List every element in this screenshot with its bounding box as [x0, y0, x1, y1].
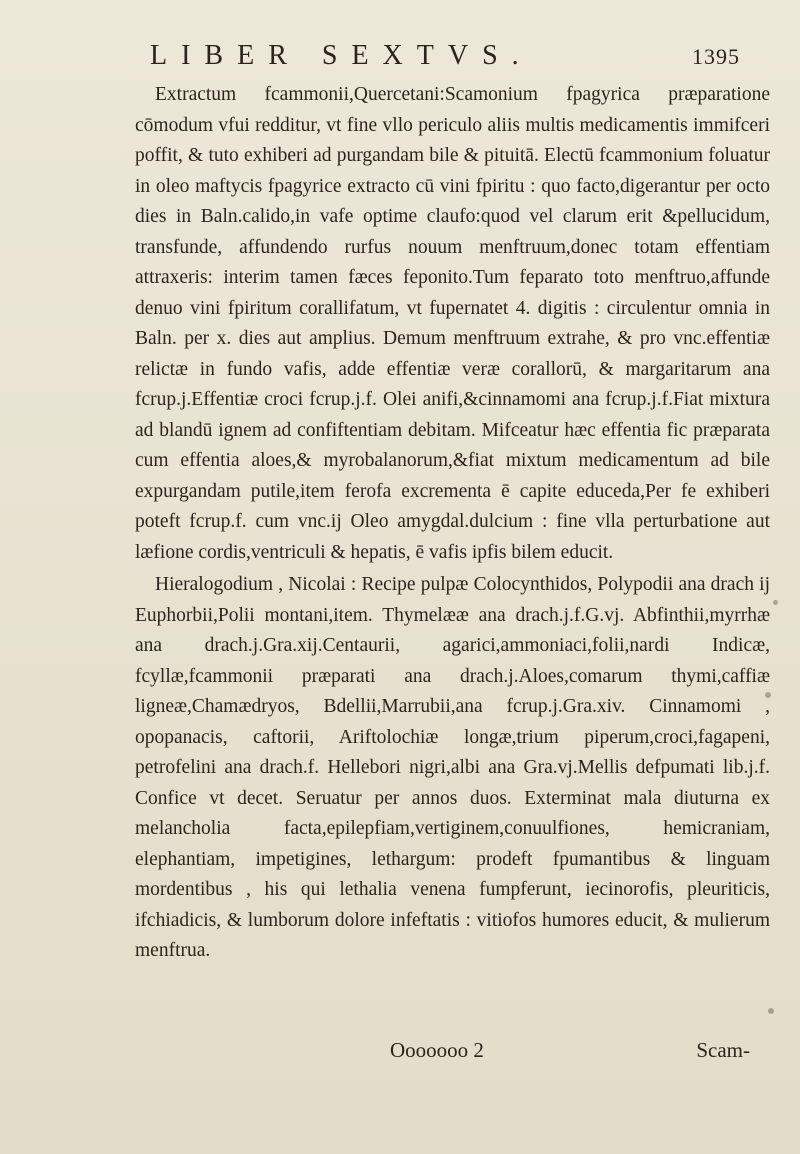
ink-spot	[773, 600, 778, 605]
signature-mark: Ooooooo 2	[390, 1038, 484, 1062]
ink-spot	[765, 692, 771, 698]
body-text	[135, 80, 770, 967]
catchword: Scam-	[696, 1038, 750, 1062]
page-number: 1395	[692, 44, 740, 69]
paragraph-hieralogodium: Hieralogodium , Nicolai : Recipe pulpæ Colocynthidos, Polypodii ana drach ij Euphorbii,Polii montani,item. Thymelææ ana drach.j.f.G.vj. Abfinthii,myrrhæ ana drach.j.Gra.xij.Centaurii, agarici,ammoniaci,folii,nardi Indicæ, fcyllæ,fcammonii præparati ana drach.j.Aloes,comarum thymi,caffiæ ligneæ,Chamædryos, Bdellii,Marrubii,ana fcrup.j.Gra.xiv. Cinnamomi , opopanacis, caftorii, Ariftolochiæ longæ,trium piperum,croci,fagapeni, petrofelini ana drach.f. Hellebori nigri,albi ana Gra.vj.Mellis defpumati lib.j.f. Confice vt decet. Seruatur per annos duos. Exterminat mala diuturna ex melancholia facta,epilepfiam,vertiginem,conuulfiones, hemicraniam, elephantiam, impetigines, lethargum: prodeft fpumantibus & linguam mordentibus , his qui lethalia venena fumpferunt, iecinorofis, pleuriticis, ifchiadicis, & lumborum dolore infeftatis : vitiofos humores educit, & mulierum menftrua.	[135, 574, 770, 961]
catchline	[390, 1038, 750, 1063]
ink-spot	[768, 1008, 774, 1014]
paragraph-extractum: Extractum fcammonii,Quercetani:Scamonium fpagyrica præparatione cōmodum vfui redditur, vt fine vllo periculo aliis multis medicamentis immifceri poffit, & tuto exhiberi ad purgandam bile & pituitā. Electū fcammonium foluatur in oleo maftycis fpagyrice extracto cū vini fpiritu : quo facto,digerantur per octo dies in Baln.calido,in vafe optime claufo:quod vel clarum erit &pellucidum, transfunde, affundendo rurfus nouum menftruum,donec totam effentiam attraxeris: interim tamen fæces feponito.Tum feparato toto menftruo,affunde denuo vini fpiritum corallifatum, vt fupernatet 4. digitis : circulentur omnia in Baln. per x. dies aut amplius. Demum menftruum extrahe, & pro vnc.effentiæ relictæ in fundo vafis, adde effentiæ veræ corallorū, & margaritarum ana fcrup.j.Effentiæ croci fcrup.j.f. Olei anifi,&cinnamomi ana fcrup.j.f.Fiat mixtura ad blandū ignem ad confiftentiam debitam. Mifceatur hæc effentia fic præparata cum effentia aloes,& myrobalanorum,&fiat mixtum medicamentum ad bile expurgandam putile,item ferofa excrementa ē capite educeda,Per fe exhiberi poteft fcrup.f. cum vnc.ij Oleo amygdal.dulcium : fine vlla perturbatione aut læfione cordis,ventriculi & hepatis, ē vafis ipfis bilem educit.	[135, 84, 770, 563]
running-title: LIBER SEXTVS.	[150, 40, 533, 71]
running-head	[150, 40, 740, 72]
